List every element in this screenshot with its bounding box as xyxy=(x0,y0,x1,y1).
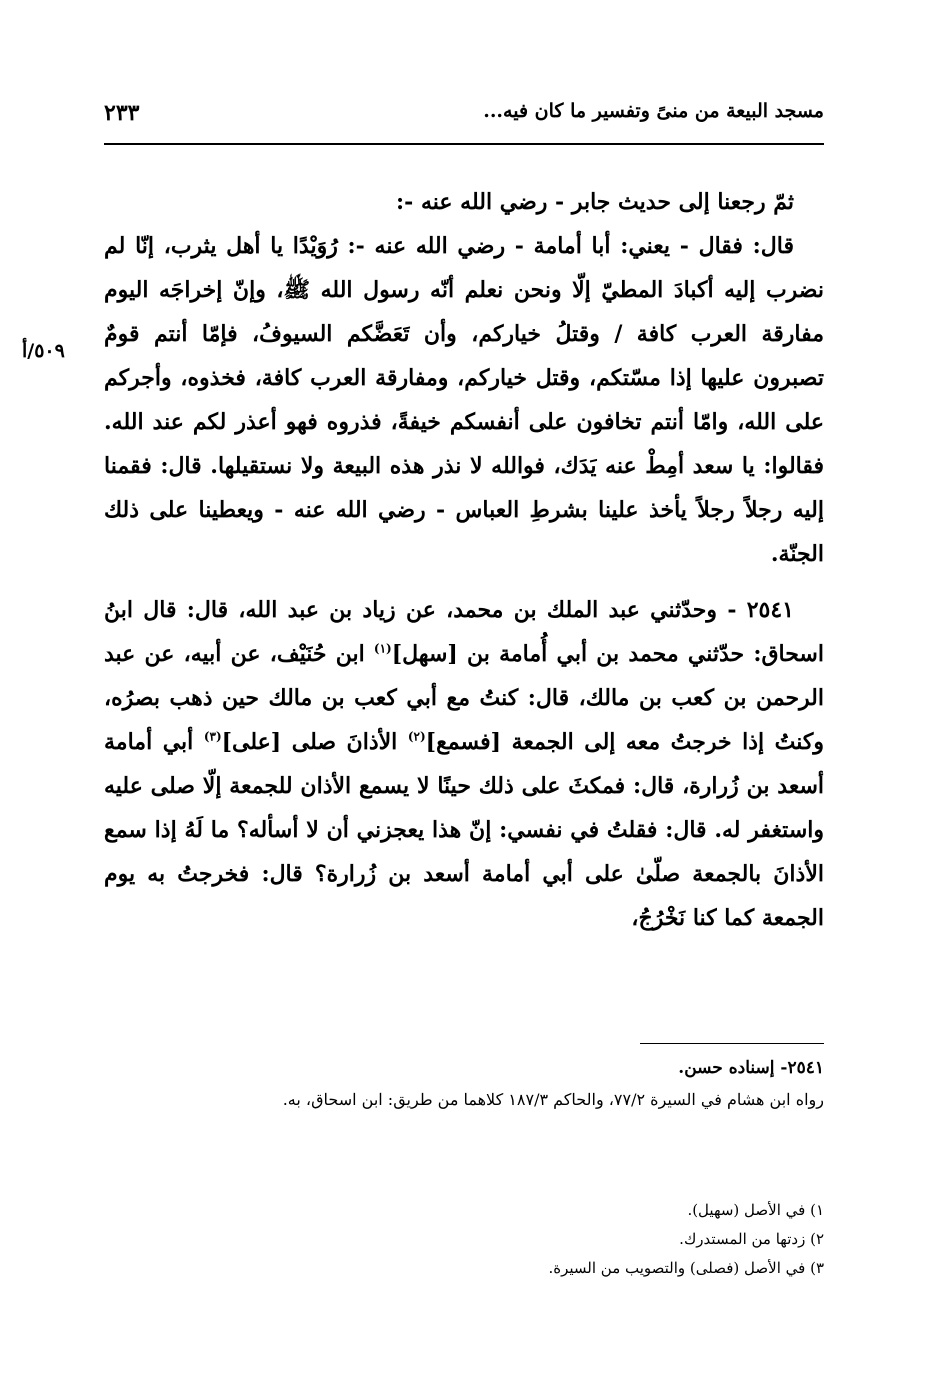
footnote-ref-2: (٢) xyxy=(407,729,426,744)
footnote-1: ١) في الأصل (سهيل). xyxy=(687,1201,824,1219)
footnote-ref-3: (٣) xyxy=(203,729,222,744)
hadith-text-part1: ٢٥٤١ - وحدّثني عبد الملك بن محمد، عن زياد بن عبد الله، قال: قال ابنُ اسحاق: حدّثني محمد بن أبي أُمامة بن [سهل] xyxy=(104,597,824,667)
takhrij-source: رواه ابن هشام في السيرة ٧٧/٢، والحاكم ١٨٧/٣ كلاهما من طريق: ابن اسحاق، به. xyxy=(282,1090,824,1109)
footnotes xyxy=(104,1196,824,1283)
hadith-text-part3: الأذانَ صلى [على] xyxy=(221,729,408,755)
running-title: مسجد البيعة من منىً وتفسير ما كان فيه... xyxy=(483,100,824,122)
takhrij-section xyxy=(104,1052,824,1116)
isnad-grade: ٢٥٤١- إسناده حسن. xyxy=(678,1058,824,1078)
margin-folio-note: ٥٠٩/أ xyxy=(22,340,65,362)
footnote-3: ٣) في الأصل (فصلى) والتصويب من السيرة. xyxy=(548,1259,824,1277)
paragraph-abu-umama: قال: فقال - يعني: أبا أمامة - رضي الله عنه -: رُوَيْدًا يا أهل يثرب، إنّا لم نضرب إليه أكبادَ المطيّ إلّا ونحن نعلم أنّه رسول الله ﷺ، وإنّ إخراجَه اليوم مفارقة العرب كافة / وقتلُ خياركم، وأن تَعَضَّكم السيوفُ، فإمّا أنتم قومٌ تصبرون عليها إذا مسّتكم، وقتل خياركم، ومفارقة العرب كافة، فخذوه، وأجركم على الله، وامّا أنتم تخافون على أنفسكم خيفةً، فذروه فهو أعذر لكم عند الله. فقالوا: يا سعد أمِطْ عنه يَدَك، فوالله لا نذر هذه البيعة ولا نستقيلها. قال: فقمنا إليه رجلاً رجلاً يأخذ علينا بشرطِ العباس - رضي الله عنه - ويعطينا على ذلك الجنّة. xyxy=(104,233,824,567)
footnote-ref-1: (١) xyxy=(373,641,392,656)
footnote-rule xyxy=(640,1043,824,1044)
page-header xyxy=(104,100,824,134)
main-text xyxy=(104,180,824,940)
page-number: ٢٣٣ xyxy=(104,100,140,126)
hadith-text-part2: ابن حُنَيْف، عن أبيه، عن عبد الرحمن بن كعب بن مالك، قال: كنتُ مع أبي كعب بن مالك حين ذهب بصرُه، وكنتُ إذا خرجتُ معه إلى الجمعة [فسمع] xyxy=(104,641,824,755)
footnote-2: ٢) زدتها من المستدرك. xyxy=(679,1230,824,1248)
opening-line: ثمّ رجعنا إلى حديث جابر - رضي الله عنه -: xyxy=(396,189,794,215)
hadith-2541 xyxy=(104,588,824,940)
hadith-text-part4: أبي أمامة أسعد بن زُرارة، قال: فمكثَ على ذلك حينًا لا يسمع الأذان للجمعة إلّا صلى عليه واستغفر له. قال: فقلتُ في نفسي: إنّ هذا يعجزني أن لا أسأله؟ ما لَهُ إذا سمع الأذانَ بالجمعة صلّىٰ على أبي أمامة أسعد بن زُرارة؟ قال: فخرجتُ به يوم الجمعة كما كنا نَخْرُجُ، xyxy=(104,729,824,931)
header-rule xyxy=(104,143,824,145)
